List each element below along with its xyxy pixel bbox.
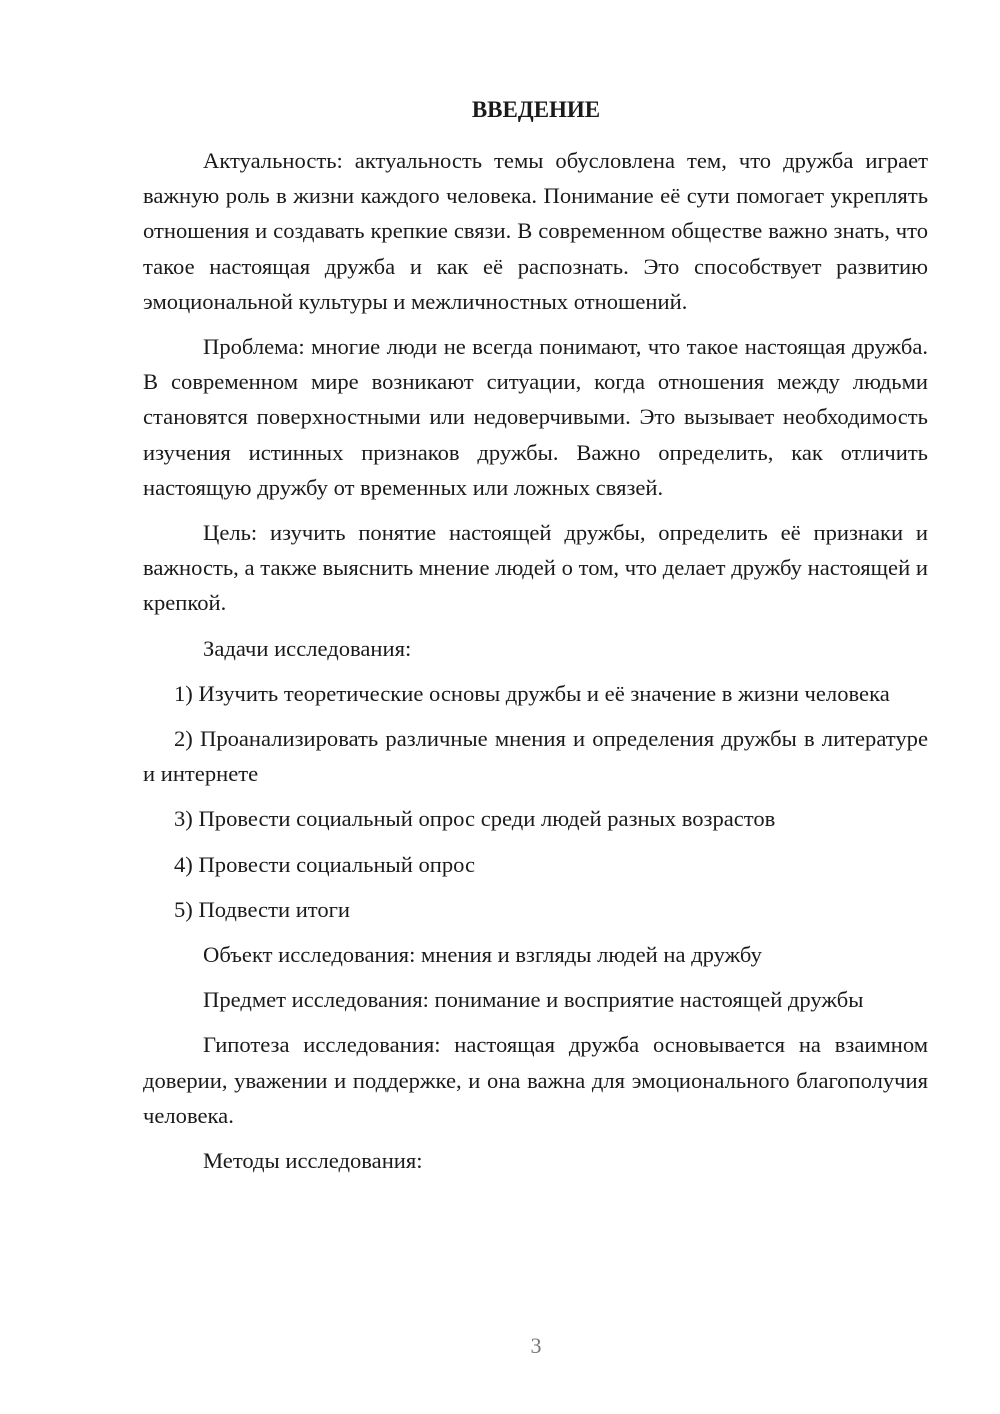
tasks-heading: Задачи исследования:: [203, 635, 412, 661]
tasks-list: [143, 676, 928, 927]
list-item: 5) Подвести итоги: [174, 896, 351, 922]
paragraph-object: Объект исследования: мнения и взгляды людей на дружбу: [203, 942, 762, 968]
paragraph-relevance: Актуальность: актуальность темы обусловлена тем, что дружба играет важную роль в жизни каждого человека. Понимание её сути помогает укреплять отношения и создавать крепкие связи. В современном обществе важно знать, что такое настоящая дружба и как её распознать. Это способствует развитию эмоциональной культуры и межличностных отношений.: [143, 148, 928, 314]
paragraph-subject: Предмет исследования: понимание и восприятие настоящей дружбы: [203, 987, 864, 1013]
document-body: [143, 143, 928, 1188]
list-item: 1) Изучить теоретические основы дружбы и её значение в жизни человека: [174, 680, 890, 706]
list-item: 3) Провести социальный опрос среди людей разных возрастов: [174, 806, 776, 832]
paragraph-goal: Цель: изучить понятие настоящей дружбы, определить её признаки и важность, а также выяснить мнение людей о том, что делает дружбу настоящей и крепкой.: [143, 520, 928, 616]
paragraph-problem: Проблема: многие люди не всегда понимают, что такое настоящая дружба. В современном мире возникают ситуации, когда отношения между людьми становятся поверхностными или недоверчивыми. Это вызывает необходимость изучения истинных признаков дружбы. Важно определить, как отличить настоящую дружбу от временных или ложных связей.: [143, 334, 928, 500]
page-number: 3: [530, 1333, 542, 1358]
list-item: 4) Провести социальный опрос: [174, 851, 476, 877]
list-item: 2) Проанализировать различные мнения и определения дружбы в литературе и интернете: [143, 726, 928, 787]
paragraph-hypothesis: Гипотеза исследования: настоящая дружба основывается на взаимном доверии, уважении и поддержке, и она важна для эмоционального благополучия человека.: [143, 1032, 928, 1128]
page-title: ВВЕДЕНИЕ: [471, 97, 601, 122]
methods-heading: Методы исследования:: [203, 1148, 423, 1174]
